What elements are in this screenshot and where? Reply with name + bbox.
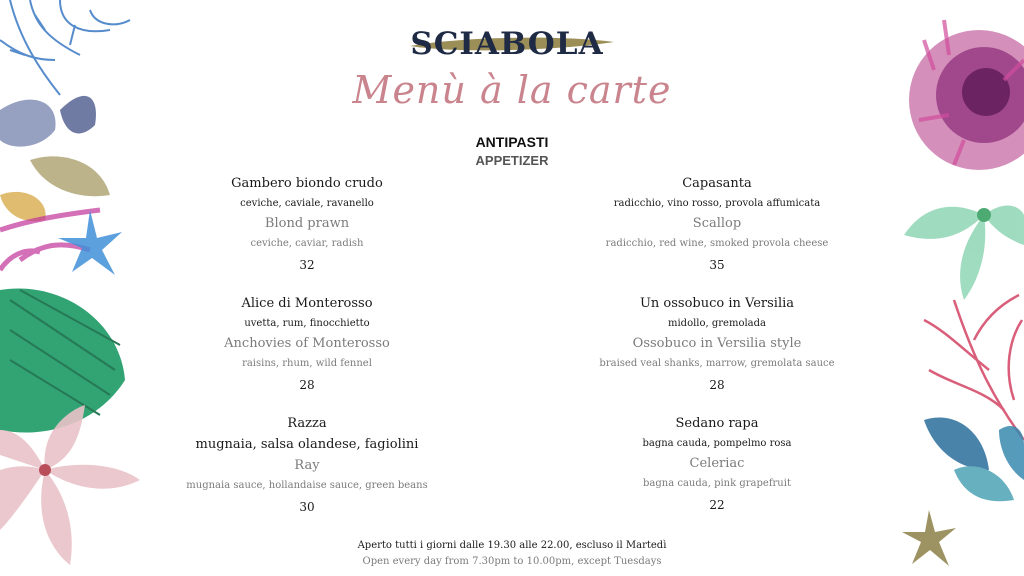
dish-item [157, 294, 457, 392]
dish-price: 35 [709, 258, 725, 272]
dish-ingredients-it: midollo, gremolada [667, 318, 766, 329]
mint-flower-illustration [904, 206, 1024, 300]
dish-ingredients-it: ceviche, caviale, ravanello [240, 198, 374, 209]
dish-price: 32 [299, 258, 315, 272]
dish-ingredients-en: ceviche, caviar, radish [250, 238, 364, 249]
dish-ingredients-it: bagna cauda, pompelmo rosa [642, 438, 792, 449]
floral-decoration-left [0, 0, 150, 576]
dish-ingredients-en: raisins, rhum, wild fennel [242, 358, 372, 369]
dish-item [157, 174, 457, 272]
dish-item [567, 294, 867, 392]
dish-name-it: Alice di Monterosso [241, 296, 373, 311]
dish-ingredients-en: mugnaia sauce, hollandaise sauce, green beans [186, 480, 428, 491]
dish-item [567, 174, 867, 272]
dish-name-en: Celeriac [689, 456, 745, 471]
dish-name-en: Anchovies of Monterosso [224, 336, 390, 351]
dish-name-en: Ray [294, 458, 320, 473]
dish-name-it: Gambero biondo crudo [231, 176, 383, 191]
dish-ingredients-en: braised veal shanks, marrow, gremolata sauce [599, 358, 835, 369]
green-palm-leaf-illustration [0, 288, 125, 432]
menu-title: Menù à la carte [352, 68, 672, 112]
dish-name-it: Razza [287, 416, 327, 431]
blue-starfish-illustration [58, 210, 122, 275]
opening-hours-it: Aperto tutti i giorni dalle 19.30 alle 22.00, escluso il Martedì [357, 540, 667, 551]
dish-name-it: Capasanta [682, 176, 752, 191]
olive-starfish-illustration [902, 510, 956, 566]
dish-name-it: Un ossobuco in Versilia [639, 296, 795, 311]
dish-name-it: Sedano rapa [675, 416, 759, 431]
dish-item [157, 414, 457, 514]
teal-leaves-illustration [924, 417, 1024, 501]
dish-price: 28 [709, 378, 725, 392]
dish-ingredients-it: uvetta, rum, finocchietto [244, 318, 370, 329]
floral-decoration-right [894, 0, 1024, 576]
dish-ingredients-en: radicchio, red wine, smoked provola cheese [605, 238, 829, 249]
dish-ingredients-en: bagna cauda, pink grapefruit [643, 478, 791, 489]
section-title-it: ANTIPASTI [475, 134, 549, 150]
leaf-illustration [0, 96, 110, 221]
dish-price: 30 [299, 500, 315, 514]
dish-price: 22 [709, 498, 725, 512]
dish-name-en: Blond prawn [264, 216, 350, 231]
dish-name-en: Scallop [692, 216, 742, 231]
dish-name-en: Ossobuco in Versilia style [632, 336, 802, 351]
dish-item [567, 414, 867, 512]
dish-ingredients-it: radicchio, vino rosso, provola affumicata [613, 198, 821, 209]
section-title-en: APPETIZER [475, 153, 549, 168]
logo-text: SCIABOLA [410, 26, 604, 62]
opening-hours-en: Open every day from 7.30pm to 10.00pm, except Tuesdays [362, 556, 662, 567]
logo [402, 24, 622, 64]
dish-price: 28 [299, 378, 315, 392]
dish-ingredients-it: mugnaia, salsa olandese, fagiolini [195, 437, 419, 452]
purple-dahlia-illustration [909, 20, 1024, 170]
blue-coral-illustration [0, 0, 130, 95]
